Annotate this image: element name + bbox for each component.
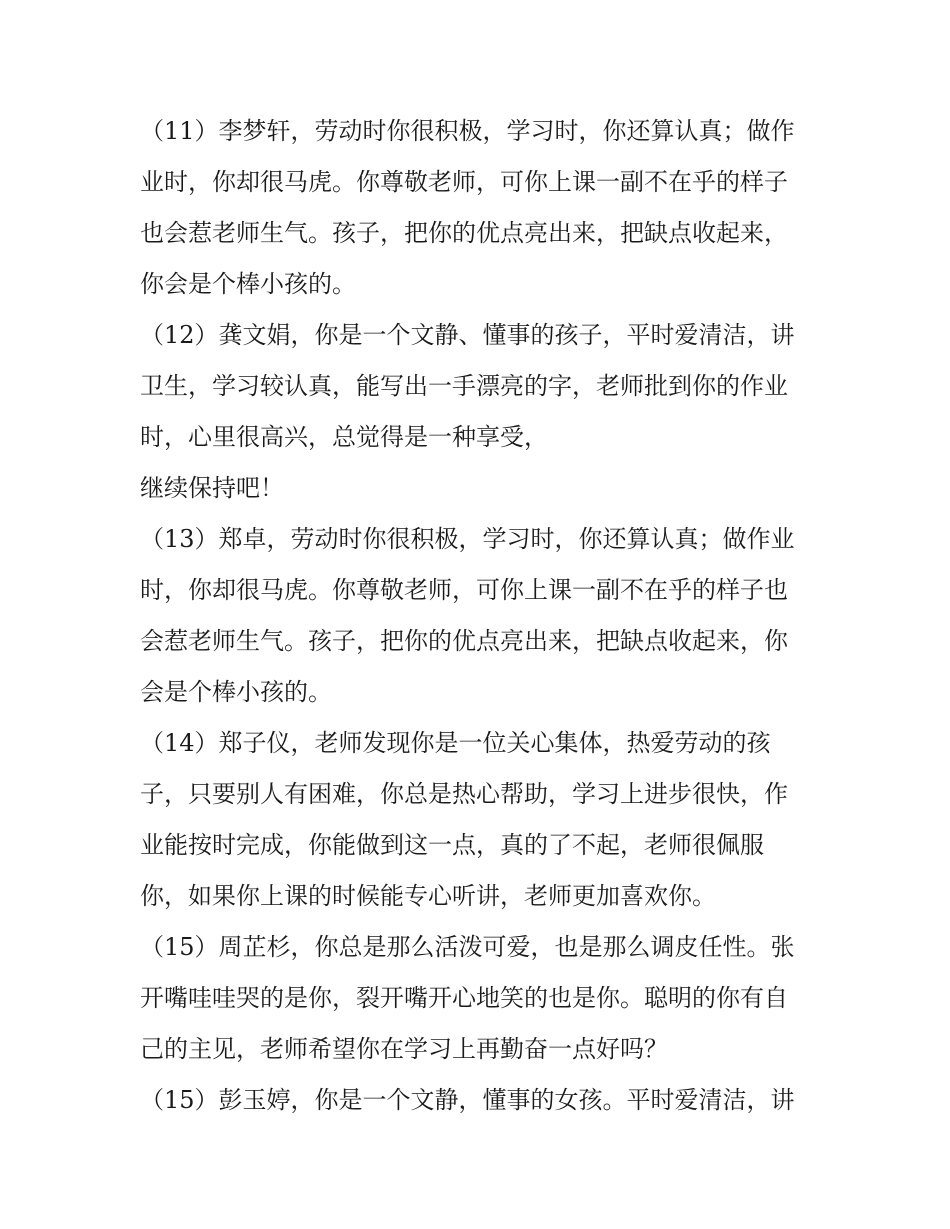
text-line: 业时，你却很马虎。你尊敬老师，可你上课一副不在乎的样子: [140, 168, 788, 196]
text-line: 也会惹老师生气。孩子，把你的优点亮出来，把缺点收起来，: [140, 219, 788, 247]
text-line: （15）彭玉婷，你是一个文静，懂事的女孩。平时爱清洁，讲: [140, 1086, 795, 1114]
text-line: 你，如果你上课的时候能专心听讲，老师更加喜欢你。: [140, 882, 716, 910]
text-line: （12）龚文娟，你是一个文静、懂事的孩子，平时爱清洁，讲: [140, 321, 795, 349]
text-line: （15）周芷杉，你总是那么活泼可爱，也是那么调皮任性。张: [140, 933, 795, 961]
text-line: 时，心里很高兴，总觉得是一种享受，: [140, 423, 548, 451]
text-line: 己的主见，老师希望你在学习上再勤奋一点好吗？: [140, 1035, 668, 1063]
text-line: 时，你却很马虎。你尊敬老师，可你上课一副不在乎的样子也: [140, 576, 788, 604]
text-line: 子，只要别人有困难，你总是热心帮助，学习上进步很快，作: [140, 780, 788, 808]
text-line: （14）郑子仪，老师发现你是一位关心集体，热爱劳动的孩: [140, 729, 771, 757]
text-line: 业能按时完成，你能做到这一点，真的了不起，老师很佩服: [140, 831, 764, 859]
text-line: 开嘴哇哇哭的是你，裂开嘴开心地笑的也是你。聪明的你有自: [140, 984, 788, 1012]
text-line: 继续保持吧！: [140, 474, 284, 502]
text-line: 会是个棒小孩的。: [140, 678, 332, 706]
text-line: 你会是个棒小孩的。: [140, 270, 356, 298]
text-line: （13）郑卓，劳动时你很积极，学习时，你还算认真；做作业: [140, 525, 795, 553]
document-body: [140, 106, 820, 1126]
text-line: 卫生，学习较认真，能写出一手漂亮的字，老师批到你的作业: [140, 372, 788, 400]
text-line: （11）李梦轩，劳动时你很积极，学习时，你还算认真；做作: [140, 117, 795, 145]
text-line: 会惹老师生气。孩子，把你的优点亮出来，把缺点收起来，你: [140, 627, 788, 655]
